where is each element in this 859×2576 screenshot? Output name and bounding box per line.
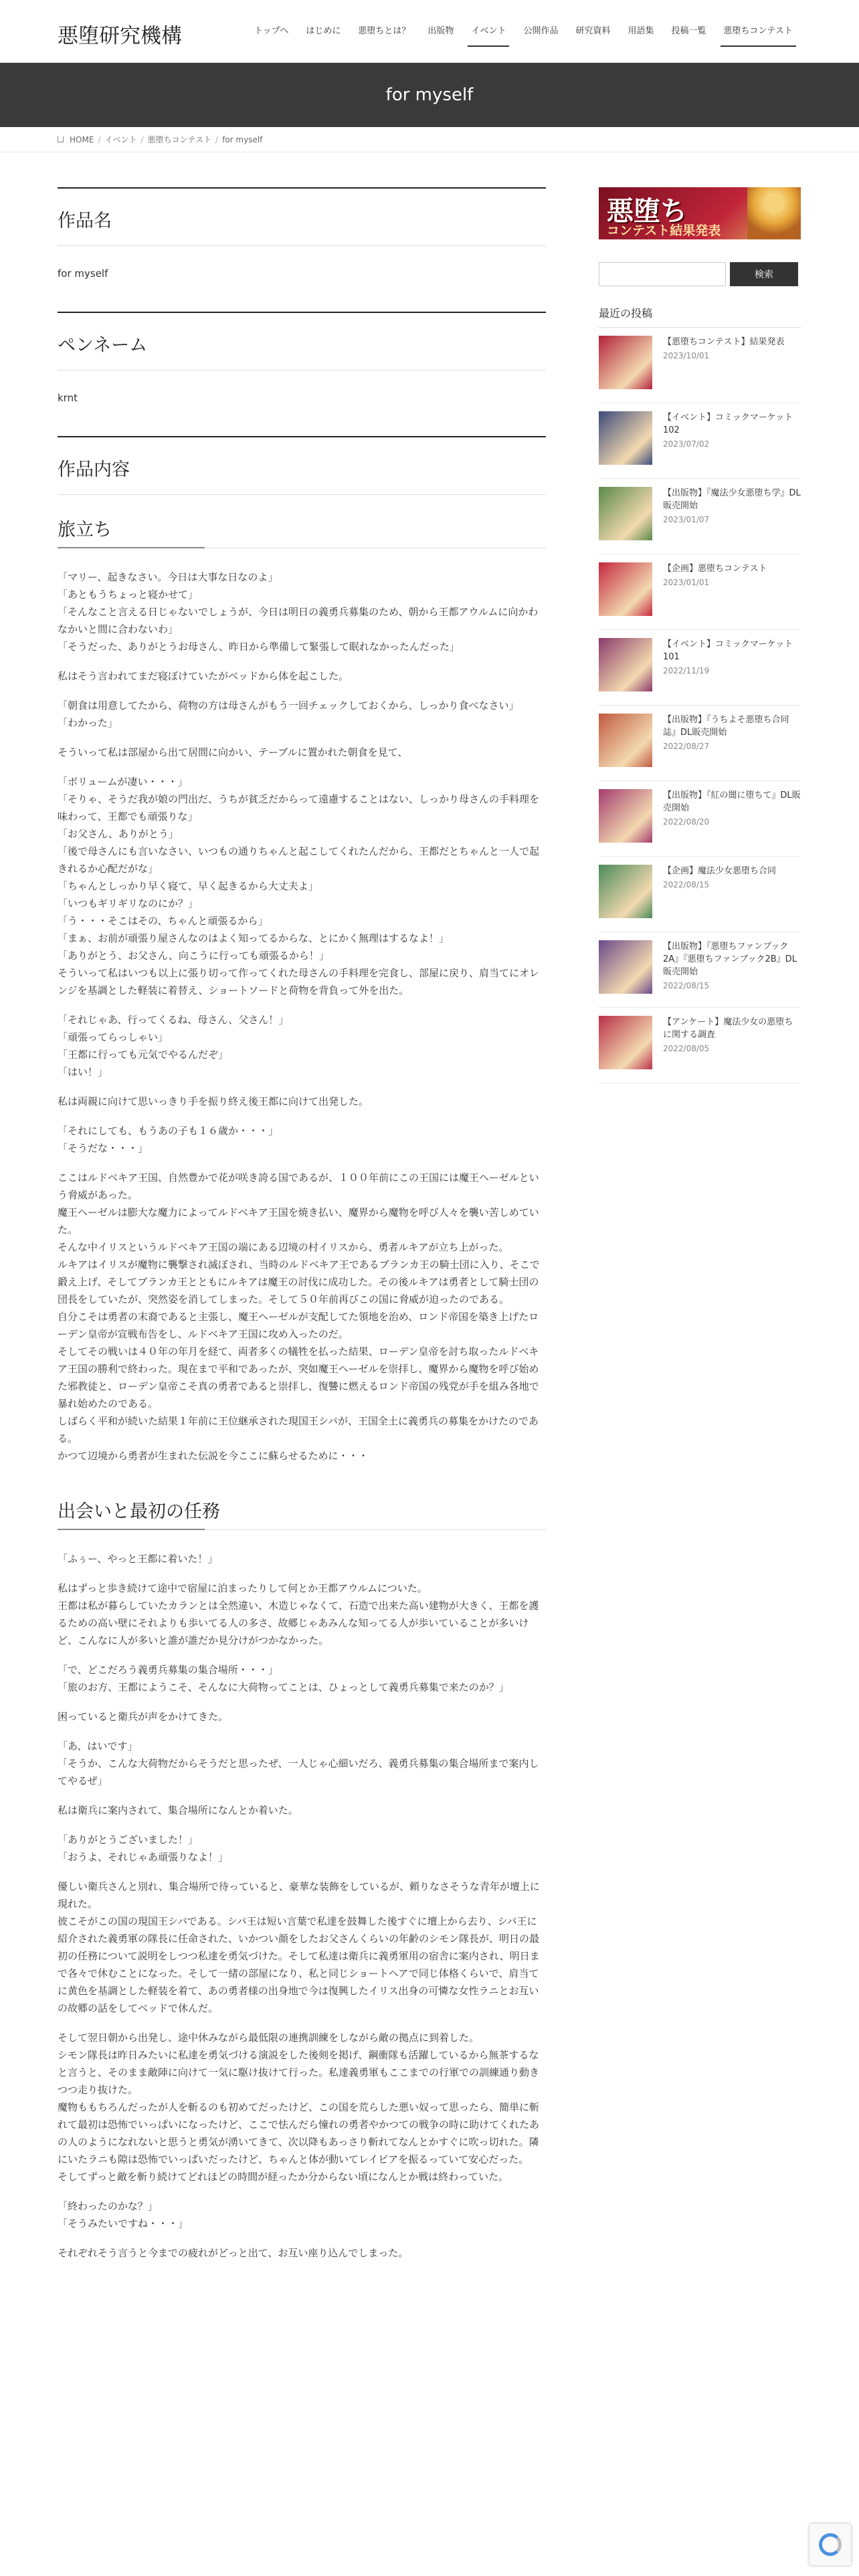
post-date: 2022/08/15	[663, 981, 710, 990]
post-date: 2022/08/20	[663, 817, 710, 827]
main-content	[58, 187, 546, 2274]
breadcrumb-separator: /	[140, 134, 144, 144]
breadcrumb-item[interactable]: イベント	[104, 135, 137, 144]
recent-post-item[interactable]	[599, 403, 801, 479]
chapter-heading: 出会いと最初の任務	[58, 1477, 546, 1530]
recent-posts-heading: 最近の投稿	[599, 305, 801, 328]
breadcrumb	[0, 127, 859, 152]
page-title: for myself	[385, 85, 474, 105]
recent-posts-list	[599, 328, 801, 1083]
post-text	[663, 562, 767, 617]
story-paragraph: 「朝食は用意してたから、荷物の方は母さんがもう一回チェックしておくから、しっかり食べなさい」 「わかった」	[58, 700, 519, 729]
story-paragraph: 「ふぅー、やっと王都に着いた！」	[58, 1553, 218, 1565]
nav-item[interactable]: 投稿一覧	[671, 26, 706, 36]
post-text	[663, 487, 801, 542]
story-paragraph: 優しい衛兵さんと別れ、集合場所で待っていると、豪華な装飾をしているが、頼りなさそうな青年が壇上に現れた。 彼こそがこの国の現国王シバである。シバ王は短い言葉で私達を鼓舞した後すぐに壇上から去り、シバ王に紹介された義勇軍の隊長に任命された、いかつい顔をしたお父さんくらいの年齢のシモン隊長が、明日の最初の任務について説明をしつつ私達を勇気づけた。そして私達は衛兵に義勇軍用の宿舎に案内され、明日まで各々で休むことになった。そして一緒の部屋になり、私と同じショートヘアで同じ体格くらいで、肩当てに黄色を基調とした軽装を着て、あの勇者様の出身地で今は復興したイリス出身の可憐な女性ラニとお互いの故郷の話をしてベッドで休んだ。	[58, 1881, 540, 2014]
nav-item[interactable]: 出版物	[427, 26, 454, 36]
story-paragraph: 「ボリュームが凄い・・・」 「そりゃ、そうだ我が娘の門出だ、うちが貧乏だからって遠慮することはない、しっかり母さんの手料理を味わって、王都でも頑張りな」 「お父さん、ありがとう」 「後で母さんにも言いなさい、いつもの通りちゃんと起こしてくれたんだから、王都だとちゃんと一人で起きれるか心配だがな」 「ちゃんとしっかり早く寝て、早く起きるから大丈夫よ」 「いつもギリギリなのにか？」 「う・・・そこはその、ちゃんと頑張るから」 「まぁ、お前が頑張り屋さんなのはよく知ってるからな、とにかく無理はするなよ！」 「ありがとう、お父さん、向こうに行っても頑張るから！」 そういって私はいつも以上に張り切って作ってくれた母さんの手料理を完食し、部屋に戻り、肩当てにオレンジを基調とした軽装に着替え、ショートソードと荷物を背負って外を出た。	[58, 776, 540, 996]
nav-item[interactable]: 悪堕ちコンテスト	[715, 0, 801, 63]
post-text	[663, 714, 801, 768]
post-date: 2022/11/19	[663, 666, 710, 675]
pen-name-value: krnt	[58, 392, 78, 404]
story-paragraph: ここはルドベキア王国、自然豊かで花が咲き誇る国であるが、１００年前にこの王国には魔王ヘーゼルという脅威があった。 魔王ヘーゼルは膨大な魔力によってルドベキア王国を焼き払い、魔界から魔物を呼び人々を襲い苦しめていた。 そんな中イリスというルドベキア王国の端にある辺境の村イリスから、勇者ルキアが立ち上がった。 ルキアはイリスが魔物に襲撃され滅ぼされ、当時のルドベキア王であるブランカ王の騎士団に入り、そこで鍛え上げ、そしてブランカ王とともにルキアは魔王の討伐に成功した。その後ルキアは勇者として騎士団の団長をしていたが、突然姿を消してしまった。そして５０年前再びこの国に脅威が迫ったのである。 自分こそは勇者の末裔であると主張し、魔王ヘーゼルが支配してた領地を治め、ロンド帝国を築き上げたローデン皇帝が宣戦布告をし、ルドベキア王国に攻め入ったのだ。 そしてその戦いは４０年の年月を経て、両者多くの犠牲を払った結果、ローデン皇帝を討ち取ったルドベキア王国の勝利で終わった。現在まで平和であったが、突如魔王ヘーゼルを崇拝し、魔界から魔物を呼び始めた邪教徒と、ローデン皇帝こそ真の勇者であると崇拝し、復讐に燃えるロンド帝国の残党が手を組み各地で暴れ始めたのである。 しばらく平和が続いた結果１年前に王位継承された現国王シバが、王国全土に義勇兵の募集をかけたのである。 かつて辺境から勇者が生まれた伝説を今ここに蘇らせるために・・・	[58, 1172, 540, 1462]
story-body	[58, 495, 546, 2262]
home-icon	[58, 136, 64, 142]
post-text	[663, 789, 801, 844]
post-date: 2023/01/01	[663, 578, 710, 587]
story-paragraph: 「それじゃあ、行ってくるね、母さん、父さん！」 「頑張ってらっしゃい」 「王都に行っても元気でやるんだぞ」 「はい！」	[58, 1014, 289, 1078]
recent-post-item[interactable]	[599, 706, 801, 781]
nav-item[interactable]: 悪堕ちとは？	[358, 26, 411, 36]
recent-post-item[interactable]	[599, 630, 801, 706]
post-text	[663, 1016, 801, 1071]
post-title[interactable]: 【出版物】『うちよそ悪堕ち合同誌』DL販売開始	[663, 715, 789, 738]
story-paragraph: 私はずっと歩き続けて途中で宿屋に泊まったりして何とか王都アウルムについた。 王都は私が暮らしていたカランとは全然違い、木造じゃなくて、石造で出来た高い建物が大きく、王都を護るための高い壁にそれよりも歩いてる人の多さ、故郷じゃあみんな知ってる人が歩いていることが多いけど、こんなに人が多いと誰が誰だか見分けがつかなかった。	[58, 1582, 539, 1646]
post-date: 2023/10/01	[663, 351, 710, 360]
post-title[interactable]: 【出版物】『紅の闇に堕ちて』DL販売開始	[663, 790, 801, 813]
story-paragraph: 「で、どこだろう義勇兵募集の集合場所・・・」 「旅のお方、王都にようこそ、そんなに大荷物ってことは、ひょっとして義勇兵募集で来たのか？」	[58, 1664, 509, 1693]
post-thumbnail[interactable]	[599, 714, 652, 767]
sidebar	[599, 187, 801, 1083]
post-thumbnail[interactable]	[599, 336, 652, 389]
post-date: 2023/07/02	[663, 439, 710, 449]
recent-post-item[interactable]	[599, 781, 801, 857]
site-header	[0, 0, 859, 63]
chapter-heading: 旅立ち	[58, 495, 546, 548]
search-input[interactable]	[599, 262, 726, 286]
post-title[interactable]: 【イベント】コミックマーケット101	[663, 639, 793, 662]
post-date: 2023/01/07	[663, 515, 710, 524]
story-paragraph: それぞれそう言うと今までの疲れがどっと出て、お互い座り込んでしまった。	[58, 2247, 409, 2259]
story-paragraph: 困っていると衛兵が声をかけてきた。	[58, 1711, 229, 1723]
content-heading: 作品内容	[58, 436, 546, 495]
recent-post-item[interactable]	[599, 554, 801, 630]
page-banner	[0, 63, 859, 127]
recaptcha-badge[interactable]	[809, 2524, 851, 2565]
banner-subtitle: コンテスト結果発表	[607, 223, 721, 238]
post-date: 2022/08/27	[663, 742, 710, 751]
post-thumbnail[interactable]	[599, 411, 652, 465]
nav-item[interactable]: 用語集	[628, 26, 654, 36]
main-nav	[246, 0, 801, 63]
recaptcha-icon	[819, 2533, 842, 2556]
post-title[interactable]: 【企画】悪堕ちコンテスト	[663, 564, 767, 574]
post-thumbnail[interactable]	[599, 940, 652, 994]
post-text	[663, 638, 801, 693]
recent-post-item[interactable]	[599, 857, 801, 932]
nav-item[interactable]: はじめに	[306, 26, 341, 36]
breadcrumb-item: for myself	[222, 134, 263, 144]
post-thumbnail[interactable]	[599, 789, 652, 843]
post-text	[663, 940, 801, 995]
recent-post-item[interactable]	[599, 1008, 801, 1083]
breadcrumb-item[interactable]: 悪堕ちコンテスト	[147, 135, 212, 144]
post-text	[663, 865, 776, 920]
story-paragraph: 「それにしても、もうあの子も１６歳か・・・」 「そうだな・・・」	[58, 1125, 279, 1154]
story-paragraph: そして翌日朝から出発し、途中休みながら最低限の連携訓練をしながら敵の拠点に到着した。 シモン隊長は昨日みたいに私達を勇気づける演説をした後剣を掲げ、鋼衝隊も活躍しているから無茶するなと言うと、そのまま敵陣に向けて一気に駆け抜けて行った。私達義勇軍もここまでの行軍での訓練通り動きつつ走り抜けた。 魔物ももちろんだったが人を斬るのも初めてだったけど、この国を荒らした悪い奴って思ったら、簡単に斬れて最初は恐怖でいっぱいになったけど、ここで怯んだら憧れの勇者やかつての戦争の時に助けてくれたあの人のようになれないと思うと勇気が湧いてきて、次以降もあっさり斬れてなんとかすぐに吹っ切れた。隣にいたラニも隙は恐怖でいっぱいだったけど、ちゃんと体が動いてレイピアを振るっていて安心だった。 そしてずっと敵を斬り続けてどれほどの時間が経ったか分からない頃になんとか戦は終わっていた。	[58, 2032, 540, 2183]
post-text	[663, 336, 784, 391]
post-date: 2022/08/15	[663, 880, 710, 889]
nav-item[interactable]: 公開作品	[523, 26, 559, 36]
search-button[interactable]: 検索	[730, 262, 798, 286]
post-title[interactable]: 【アンケート】魔法少女の悪堕ちに関する調査	[663, 1017, 793, 1040]
post-title[interactable]: 【出版物】『魔法少女悪堕ち学』DL販売開始	[663, 488, 801, 511]
work-title-heading: 作品名	[58, 187, 546, 246]
story-paragraph: 私は衛兵に案内されて、集合場所になんとか着いた。	[58, 1804, 298, 1816]
post-thumbnail[interactable]	[599, 638, 652, 691]
post-title[interactable]: 【企画】魔法少女悪堕ち合同	[663, 866, 777, 876]
work-title-value: for myself	[58, 267, 108, 280]
story-paragraph: 私は両親に向けて思いっきり手を振り終え後王都に向けて出発した。	[58, 1095, 369, 1107]
story-paragraph: 「あ、はいです」 「そうか、こんな大荷物だからそうだと思ったぜ、一人じゃ心細いだろ、義勇兵募集の集合場所まで案内してやるぜ」	[58, 1740, 539, 1787]
pen-name-heading: ペンネーム	[58, 312, 546, 370]
recent-post-item[interactable]	[599, 328, 801, 403]
character-illustration	[747, 187, 801, 239]
nav-item[interactable]: トップへ	[254, 26, 289, 36]
contest-result-banner[interactable]	[599, 187, 801, 239]
post-title[interactable]: 【イベント】コミックマーケット102	[663, 413, 793, 435]
site-logo[interactable]: 悪堕研究機構	[58, 24, 182, 48]
banner-title: 悪堕ち	[607, 195, 687, 227]
story-paragraph: そういって私は部屋から出て居間に向かい、テーブルに置かれた朝食を見て、	[58, 746, 408, 758]
story-paragraph: 私はそう言われてまだ寝ぼけていたがベッドから体を起こした。	[58, 670, 349, 682]
breadcrumb-separator: /	[215, 134, 219, 144]
recent-post-item[interactable]	[599, 932, 801, 1008]
nav-item[interactable]: 研究資料	[575, 26, 611, 36]
post-title[interactable]: 【悪堕ちコンテスト】結果発表	[663, 337, 785, 347]
search-form	[599, 262, 801, 286]
post-thumbnail[interactable]	[599, 487, 652, 540]
post-thumbnail[interactable]	[599, 1016, 652, 1069]
post-date: 2022/08/05	[663, 1044, 710, 1053]
breadcrumb-separator: /	[98, 134, 101, 144]
post-text	[663, 411, 801, 466]
story-paragraph: 「マリー、起きなさい。今日は大事な日なのよ」 「あともうちょっと寝かせて」 「そんなこと言える日じゃないでしょうが、今日は明日の義勇兵募集のため、朝から王都アウルムに向かわなかいと間に合わないわ」 「そうだった、ありがとうお母さん、昨日から準備して緊張して眠れなかったんだった」	[58, 571, 539, 653]
post-title[interactable]: 【出版物】『悪堕ちファンブック2A』『悪堕ちファンブック2B』DL販売開始	[663, 942, 797, 977]
story-paragraph: 「ありがとうございました！」 「おうよ、それじゃあ頑張りなよ！」	[58, 1834, 229, 1863]
post-thumbnail[interactable]	[599, 865, 652, 918]
recent-post-item[interactable]	[599, 479, 801, 554]
nav-item[interactable]: イベント	[462, 0, 514, 63]
story-paragraph: 「終わったのかな？」 「そうみたいですね・・・」	[58, 2200, 189, 2230]
breadcrumb-item[interactable]: HOME	[70, 134, 94, 144]
post-thumbnail[interactable]	[599, 562, 652, 616]
